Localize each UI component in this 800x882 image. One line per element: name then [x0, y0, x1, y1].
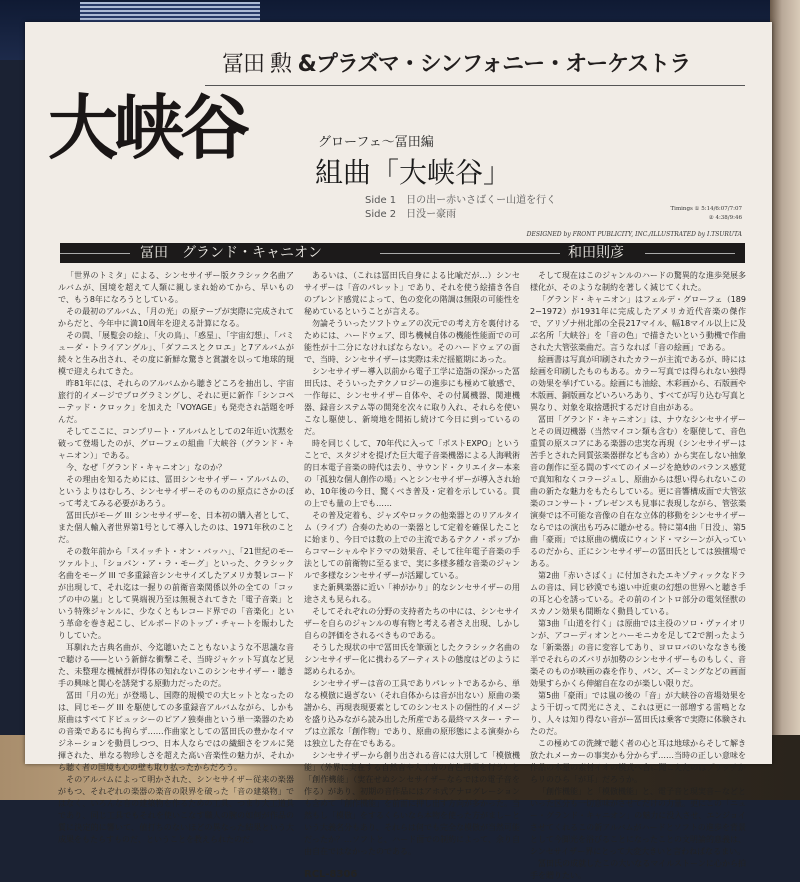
band-line — [60, 253, 130, 254]
timings — [671, 205, 742, 223]
paragraph: シンセサイザーから創り出される音には大別して「模倣機能」（外界に実在する自然音や人工音の音色再現を行う）と「創作機能」（実在せぬシンセサイザーならではの電子音を作る）があり、初期の音作品にはアホ式アナログレーションも含めて「創作機能」を前面に押し出す方向が多かった。当然もし「模倣」をするくらいなら本物を使った方がましーという大義名分もあり、それらは何でも完全な模倣が当然可能だったか？…ソフトと、ハード面での制約によって、余り自由自在ではなかったのである。 — [304, 751, 520, 856]
paragraph: そしてここに、コンプリート・アルバムとしての2年近い沈黙を破って登場したのが、グローフェの組曲「大峡谷（グランド・キャニオン）」である。 — [58, 427, 294, 460]
paragraph: そして現在はこのジャンルのハードの驚異的な進歩発展多様化が、そのような制約を著しく減じてくれた。 — [530, 271, 746, 292]
paragraph: 昨81年には、それらのアルバムから聴きどころを抽出し、宇宙旅行的イメージでプログラミングし、それに更に新作「シンコペーテッド・クロック」を加えた「VOYAGE」も発売され話題を呼んだ。 — [58, 379, 294, 424]
paragraph: その理由を知るためには、冨田シンセサイザー・アルバムの、というよりはむしろ、シンセサイザーそのものの原点にさかのぼって考えてみる必要があろう。 — [58, 475, 294, 508]
text-column-3 — [530, 270, 746, 882]
brand-logo-stripes — [80, 2, 260, 22]
essay-title: 冨田 グランド・キャニオン — [140, 245, 322, 261]
paragraph: 「創作機能」と「模倣機能」と、電子音と現実音ーなどといった区分も一切意味がさせてだけの力量。更にこの「ニュー・グランド・キャニオン」の魅力に没入させ、エンジョイさせてくれるこの新アルバムがハードとソフトの進歩を背景として今脚光を浴びることになったことの文明論的意義は、シンセサイザー界にとって大変大きいと言わねばなるまい。 — [530, 787, 746, 856]
arrangement-subtitle: グローフェ〜冨田編 — [318, 135, 434, 150]
calligraphy-title: 大峡谷 — [48, 86, 246, 169]
band-line — [380, 253, 560, 254]
paragraph: 第2曲「赤いさばく」に付加されたエキゾティックなドラムの音は、同じ砂漠でも遠い中近東の幻想の世界へと聴き手の耳と心を誘っている。その前のイントロ部分の電気怪獣のスカノン効果も間断なく動員している。 — [530, 571, 746, 616]
paragraph: その最初のアルバム、「月の光」の原テープが実際に完成されてからだと、今年中に満10周年を迎える計算になる。 — [58, 307, 294, 328]
paragraph: あるいは、（これは冨田氏自身による比喩だが…）シンセサイザーは「音のパレット」であり、それを使う絵描き各自のブレンド感覚によって、色の変化の階調は無限の可能性を秘めているということが言える。 — [304, 271, 520, 316]
paragraph: 「グランド・キャニオン」はフェルデ・グローフェ（1892−1972）が1931年に完成したアメリカ近代音楽の傑作で、アリゾナ州北部の全長217マイル、幅18マイル以上に及ぶ名所「大峡谷」を「音の色」で描きたいという動機で作曲された大管弦楽曲だ。言うなれば「音の絵画」である。 — [530, 295, 747, 352]
record-shelf-edge — [770, 0, 800, 800]
timings-side2: ② 4:38/9:46 — [708, 215, 742, 221]
essay-author: 和田則彦 — [568, 245, 624, 261]
paragraph: 冨田「月の光」が登場し、国際的規模での大ヒットとなったのは、同じモーグ III を駆使しての多重録音アルバムながら、しかも原曲はすべてドビュッシーのピアノ独奏曲という単一楽器のための音楽であるにも拘らず……作曲家としての冨田氏の豊かなイマジネーションを動員しつつ、日本人ならではの繊細さをフルに発揮された、単なる物珍しさを超えた高い音楽性の魅力が、それから聴く者の国境も心の壁も取り払ったからだろう。 — [58, 691, 294, 772]
title-rule — [205, 85, 745, 86]
paragraph: この極めての洗練で聴く者の心と耳は地球からそして解き放たれメーカーの事実かも分からず……当時の正しい意味を作品の木星の素材イオの模式へ合に聞こえたのはプリッチからリのひら「が耳」だろうか。 — [530, 739, 746, 784]
side1-tracks: Side 1 日の出ー赤いさばくー山道を行く — [365, 195, 557, 206]
paragraph: その普及定着も、ジャズやロックの他楽器とのリアルタイム（ライブ）合奏のための一楽器として定着を確保したことに始まり、今日では数の上での主流であるテクノ・ポップからコマーシャルやドラマの効果音、そして往年電子音楽の手法としての前衛物に至るまで、実に多様多種な音楽のジャンルで多様なシンセサイザーが活躍している。 — [304, 511, 520, 580]
artist-title — [222, 50, 690, 80]
paragraph: 絵画書は写真が印刷されたカラーが主流であるが、時には絵画を印刷したものもある。カラー写真では得られない独得の効果を挙げている。絵画にも油絵、木彩画から、石版画や木版画、銅版画などいろいろあり、すべてが写り込む写真と異なり、対象を取捨選択するだけ自由がある。 — [530, 355, 746, 412]
text-column-2 — [304, 270, 520, 882]
side2-tracks: Side 2 日没ー豪雨 — [365, 209, 457, 220]
paragraph: シンセサイザー導入以前から電子工学に造詣の深かった冨田氏は、そういったテクノロジーの進歩にも極めて敏感で、一作毎に、シンセサイザー自体や、その付属機器、関連機器、録音システム等の開発を次々に取り入れ、それらを使いこなし駆使し、新境地を開拓し続けて今日に到っているのだ。 — [304, 367, 520, 436]
paragraph: 耳馴れた古典名曲が、今迄聴いたこともないような不思議な音で聴ける――という新鮮な衝撃こそ、当時ジャケット写真など見た、未整理な機械群が得体の知れないこのシンセサイザー・聴き手の興味と関心を誘発する原動力だったのだ。 — [58, 643, 294, 688]
paragraph: その間、「展覧会の絵」、「火の鳥」、「惑星」、「宇宙幻想」、「バミューダ・トライアングル」、「ダフニスとクロエ」と7アルバムが続々と生み出され、その度に新鮮な驚きと賞讃を以って地球的規模で迎えられてきた。 — [58, 331, 294, 376]
paragraph: そのアルバムによって明かされた、シンセサイザー従来の楽器がもつ、それぞれの楽器の楽音の限界を破った「音の建築物」ではなく、いろんな音の建築物を作るための工具、つまり大工道具であり、同じ工具でもそれを使いこなす職人の腕の如何が作品の質に決定的に響いて、値打ちのないほどの異なった結果という大成果をもたらすものだ、ということを教えられたのだ。 — [58, 775, 294, 844]
catalog-number: RCL-8306 — [304, 869, 358, 880]
paragraph: 今、なぜ「グランド・キャニオン」なのか？ — [66, 463, 226, 472]
paragraph: 冨田「グランド・キャニオン」は、ナウなシンセサイザーとその周辺機器（当然マイコン類も含む）を駆使して、音色重質の原スコアにある楽器の忠実な再現（シンセサイザーは苦手とされた同質弦楽器群なども含め）から実在しない抽象音の創作に至る間のすべてのイメージを絶妙のバランス感覚で真知和なくコラージュし、原曲からは想い得られないこの曲の新たな魅力をもたらしている。更に音響構成面で大管弦楽のコンサート・プレゼンスも見事に表現しながら、管弦楽演奏では不可能な音像の自在な立体的移動をシンセサイザーならではの演出も巧みに聴かせる。特に第4曲「日没」、第5曲「豪雨」では原曲の構成にウィンド・マシーンが入っているのだから、正にシンセサイザーの冨田氏としては独擅場である。 — [530, 415, 746, 568]
paragraph: その数年前から「スイッチト・オン・バッハ」、「21世紀のモーツァルト」、「ショパン・ア・ラ・モーグ」といった、クラシック名曲をモーグ III で多重録音シンセサイズしたアメリカ製レコードが出現して、それ迄は一握りの前衛音楽関係以外の全ての「コップの中の嵐」として異端視乃至は無視されてきた「電子音楽」という特殊ジャンルに、少なくともレコード界での「音楽化」という革命を巻き起こし、ビルボードのトップ・チャートを賑わしたりしていた。 — [58, 547, 294, 640]
paragraph: シンセサイザーは音の工具でありパレットであるから、単なる模倣に過ぎない（それ自体からは音が出ない）原曲の楽譜から、再現表現要素としてのシンセストの個性的イメージを盛り込みながら読み出した所産である最終マスター・テープは立派な「創作物」であり、原曲の原形態による演奏からは独立した存在でもある。 — [304, 679, 520, 748]
orchestra-name: &プラズマ・シンフォニー・オーケストラ — [297, 52, 691, 77]
paragraph: 時を同じくして、70年代に入って「ポストEXPO」ということで、スタジオを提げた巨大電子音楽機器による人海戦術的日本電子音楽の時代は去り、サウンド・クリエイター本来の「孤独な個人創作の場」へとシンセサイザーが導入され始め、10年後の今日、驚くべき普及・定着を示している。貫の上でも量の上でも…… — [304, 439, 520, 508]
section-heading-band — [60, 243, 745, 263]
paragraph: そしてそれぞれの分野の支持者たちの中には、シンセサイザーを自らのジャンルの専有物と考える者さえ出現、しかし自らの評価をされるべきものである。 — [304, 607, 520, 640]
design-credit: DESIGNED by FRONT PUBLICITY, INC./ILLUSTRATED by I.TSURUTA — [526, 231, 742, 238]
paragraph: 「世界のトミタ」による、シンセサイザー版クラシック名曲アルバムが、国境を超えて人類に親しまれ始めてから、早いもので、もう8年になろうとしている。 — [58, 271, 294, 304]
paragraph: 冨田氏がモーグ III シンセサイザーを、日本初の購入者として、また個人輸入者世界第1号として導入したのは、1971年秋のことだ。 — [58, 511, 294, 544]
paragraph: 勿論そういったソフトウェアの次元での考え方を裏付けるためには、ハードウェア、即ち機械自体の機能性能面での可能性が十二分になければならない。そのハードウェアの面で、当時、シンセサイザーは実際は未だ揺籃期にあった。 — [304, 319, 520, 364]
band-line — [645, 253, 735, 254]
text-column-1 — [58, 270, 294, 846]
paragraph: 第5曲「豪雨」では嵐の後の「音」が大峡谷の音場効果をよう干切って閃光にさえ、これは更に一部増する雷鳴となり、人々は知り得ない音がー冨田氏は乗客で実際に体験されたのだ。 — [530, 691, 746, 736]
paragraph: そうした現状の中で冨田氏を筆頭としたクラシック名曲のシンセサイザー化に携わるアーティストの態度はどのように認められるか。 — [304, 643, 520, 676]
suite-title: 組曲「大峡谷」 — [315, 156, 512, 189]
timings-side1: Timings ① 5:14/6:07/7:07 — [670, 206, 742, 212]
artist-name: 冨田 勲 — [222, 52, 291, 77]
paragraph: また新興楽器に近い「神がかり」的なシンセサイザーの用途さえも見られる。 — [304, 583, 520, 604]
paragraph: 第3曲「山道を行く」は原曲では主役のソロ・ヴァイオリンが、アコーディオンとハーモニカを足して2で割ったような「新楽器」の音に変容してあり、ヨロロバのいななきも後半でそれらのズバリが加勢のシンセサイザーものもしく、音楽そのものが映画の森を作り、パン、ズーミングなどの画面効果すらかくら伸縮自在なのが楽しい限りだ。 — [530, 619, 746, 688]
paragraph: 冨田氏の成就したこの大いなるマイルストーンに心から拍手を贈りたい。 — [530, 859, 746, 880]
